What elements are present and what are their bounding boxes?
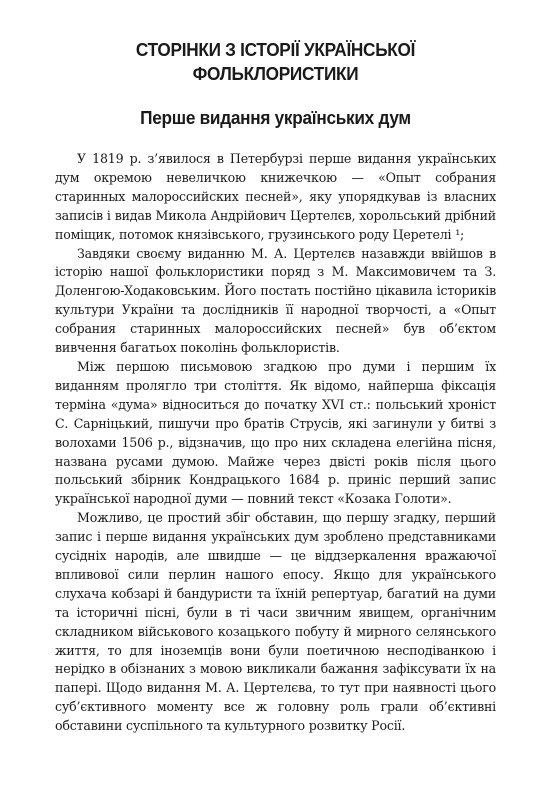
section-title: Перше видання українських дум	[140, 107, 411, 128]
body-text	[55, 150, 496, 736]
paragraph: Завдяки своєму виданню М. А. Цертелєв назавжди ввійшов в історію нашої фольклористики поряд з М. Максимовичем та З. Доленгою-Ходаковським. Його постать постійно цікавила істориків культури України та дослідників її народної творчості, а «Опыт собрания старинных малороссийских песней» був об’єктом вивчення багатьох поколінь фольклористів.	[55, 245, 496, 356]
paragraph: Можливо, це простий збіг обставин, що першу згадку, перший запис і перше видання українських дум зроблено представниками сусідніх народів, але швидше — це віддзеркалення вражаючої впливової сили перлин нашого епосу. Якщо для українського слухача кобзарі й бандуристи та їхній репертуар, багатий на думи та історичні пісні, були в ті часи звичним явищем, органічним складником військового козацького побуту й мирного селянського життя, то для іноземців вони були поетичною несподіванкою і нерідко в обізнаних з мовою викликали бажання зафіксувати їх на папері. Щодо видання М. А. Цертелєва, то тут при наявності цього суб’єктивного моменту все ж головну роль грали об’єктивні обставини суспільного та культурного розвитку Росії.	[55, 510, 496, 734]
paragraph: У 1819 р. з’явилося в Петербурзі перше видання українських дум окремою невеличкою книжечкою — «Опыт собрания старинных малороссийских песней», яку упорядкував із власних записів і видав Микола Андрійович Цертелєв, хорольський дрібний поміщик, потомок князівського, грузинського роду Церетелі ¹;	[55, 151, 496, 242]
chapter-title: СТОРІНКИ З ІСТОРІЇ УКРАЇНСЬКОЇ ФОЛЬКЛОРИСТИКИ	[135, 39, 416, 84]
paragraph: Між першою письмовою згадкою про думи і першим їх виданням пролягло три століття. Як відомо, найперша фіксація терміна «дума» відноситься до початку XVI ст.: польський хроніст С. Сарніцький, пишучи про братів Струсів, які загинули у битві з волохами 1506 р., відзначив, що про них складена елегійна пісня, названа русами думою. Майже через двісті років після цього польський збірник Кондрацького 1684 р. приніс перший запис української народної думи — повний текст «Козака Голоти».	[55, 358, 496, 507]
